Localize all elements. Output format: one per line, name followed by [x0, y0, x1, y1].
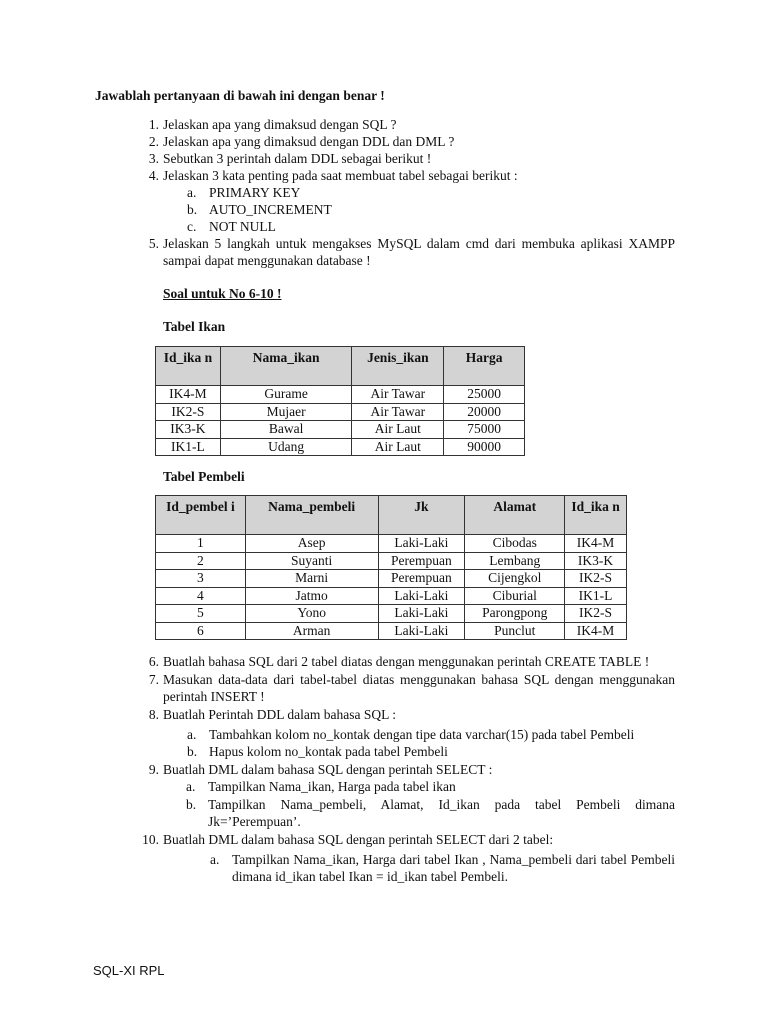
table-cell: IK1-L — [156, 438, 221, 456]
question-10 — [142, 831, 675, 848]
table-row — [156, 570, 627, 588]
table-cell: Laki-Laki — [378, 622, 465, 640]
page-footer: SQL-XI RPL — [93, 963, 165, 978]
table-cell: Perempuan — [378, 552, 465, 570]
table-cell: Cibodas — [465, 535, 565, 553]
question-list-1-4 — [148, 116, 675, 269]
table-cell: IK2-S — [156, 403, 221, 421]
sub-letter: b. — [186, 797, 197, 812]
question-number: 7. — [148, 672, 159, 687]
table-cell: IK4-M — [565, 535, 627, 553]
table-cell: Laki-Laki — [378, 587, 465, 605]
question-text: Masukan data-data dari tabel-tabel diatas menggunakan bahasa SQL dengan menggunakan perintah INSERT ! — [163, 672, 675, 704]
question-text: Buatlah DML dalam bahasa SQL dengan perintah SELECT : — [163, 762, 493, 777]
question-number: 5. — [148, 236, 159, 251]
table-cell: Laki-Laki — [378, 535, 465, 553]
q9-sub-a — [186, 778, 675, 795]
column-header: Nama_pembeli — [245, 496, 378, 535]
table-cell: Parongpong — [465, 605, 565, 623]
table-cell: Asep — [245, 535, 378, 553]
table-cell: IK4-M — [565, 622, 627, 640]
table-cell: Punclut — [465, 622, 565, 640]
table-cell: Ciburial — [465, 587, 565, 605]
question-text: Jelaskan 3 kata penting pada saat membuat tabel sebagai berikut : — [163, 168, 518, 183]
question-number: 1. — [148, 117, 159, 132]
table-cell: Cijengkol — [465, 570, 565, 588]
q8-sub-a — [187, 726, 675, 743]
question-number: 8. — [148, 707, 159, 722]
table-cell: Gurame — [220, 386, 352, 404]
sub-text: Hapus kolom no_kontak pada tabel Pembeli — [209, 744, 448, 759]
sub-letter: a. — [186, 779, 196, 794]
table-cell: Lembang — [465, 552, 565, 570]
column-header: Nama_ikan — [220, 347, 352, 386]
table-row — [156, 535, 627, 553]
sub-text: AUTO_INCREMENT — [209, 202, 332, 217]
table-cell: IK4-M — [156, 386, 221, 404]
tabel-pembeli-label: Tabel Pembeli — [163, 469, 245, 484]
sub-letter: a. — [210, 852, 220, 867]
table-row — [156, 421, 525, 439]
table-row — [156, 386, 525, 404]
table-cell: IK1-L — [565, 587, 627, 605]
question-text: Sebutkan 3 perintah dalam DDL sebagai berikut ! — [163, 151, 432, 166]
sub-text: Tampilkan Nama_ikan, Harga pada tabel ikan — [208, 779, 456, 794]
question-number: 2. — [148, 134, 159, 149]
sub-text: NOT NULL — [209, 219, 276, 234]
sub-text: PRIMARY KEY — [209, 185, 301, 200]
table-cell: Marni — [245, 570, 378, 588]
question-4 — [148, 167, 675, 184]
table-cell: 20000 — [444, 403, 525, 421]
column-header: Harga — [444, 347, 525, 386]
question-list-6-10 — [142, 653, 675, 885]
page-heading: Jawablah pertanyaan di bawah ini dengan benar ! — [95, 88, 385, 103]
table-cell: Suyanti — [245, 552, 378, 570]
question-text: Buatlah DML dalam bahasa SQL dengan perintah SELECT dari 2 tabel: — [163, 832, 554, 847]
question-5 — [148, 235, 675, 269]
table-cell: Air Tawar — [352, 386, 444, 404]
q9-sub-b — [186, 796, 675, 830]
table-cell: 6 — [156, 622, 246, 640]
tabel-pembeli — [155, 495, 627, 640]
question-8 — [148, 706, 675, 723]
column-header: Alamat — [465, 496, 565, 535]
sub-text: Tampilkan Nama_ikan, Harga dari tabel Ikan , Nama_pembeli dari tabel Pembeli dimana id_ikan tabel Ikan = id_ikan tabel Pembeli. — [232, 852, 675, 884]
table-cell: Perempuan — [378, 570, 465, 588]
question-text: Jelaskan 5 langkah untuk mengakses MySQL dalam cmd dari membuka aplikasi XAMPP sampai dapat menggunakan database ! — [163, 236, 675, 268]
question-3 — [148, 150, 675, 167]
table-header-row — [156, 347, 525, 386]
q4-sub-b — [187, 201, 675, 218]
table-row — [156, 438, 525, 456]
table-row — [156, 605, 627, 623]
question-2 — [148, 133, 675, 150]
table-cell: Air Laut — [352, 438, 444, 456]
sub-letter: b. — [187, 744, 198, 759]
table-cell: IK3-K — [565, 552, 627, 570]
table-row — [156, 403, 525, 421]
question-number: 4. — [148, 168, 159, 183]
table-row — [156, 622, 627, 640]
table-cell: 3 — [156, 570, 246, 588]
table-cell: IK3-K — [156, 421, 221, 439]
table-cell: 4 — [156, 587, 246, 605]
column-header: Id_ika n — [565, 496, 627, 535]
sub-letter: c. — [187, 219, 197, 234]
table-row — [156, 587, 627, 605]
question-7 — [148, 671, 675, 705]
table-cell: 5 — [156, 605, 246, 623]
q4-sub-a — [187, 184, 675, 201]
soal-title: Soal untuk No 6-10 ! — [163, 286, 282, 301]
q10-sub-a — [210, 851, 675, 885]
question-number: 9. — [148, 762, 159, 777]
table-cell: IK2-S — [565, 570, 627, 588]
table-cell: 2 — [156, 552, 246, 570]
tabel-ikan-label: Tabel Ikan — [163, 319, 226, 334]
column-header: Jk — [378, 496, 465, 535]
table-cell: IK2-S — [565, 605, 627, 623]
question-6 — [148, 653, 675, 670]
question-number: 3. — [148, 151, 159, 166]
column-header: Id_ika n — [156, 347, 221, 386]
table-cell: 1 — [156, 535, 246, 553]
sub-text: Tampilkan Nama_pembeli, Alamat, Id_ikan pada tabel Pembeli dimana Jk=’Perempuan’. — [208, 797, 675, 829]
tabel-ikan — [155, 346, 525, 456]
table-cell: Jatmo — [245, 587, 378, 605]
q8-sub-b — [187, 743, 675, 760]
question-1 — [148, 116, 675, 133]
sub-letter: b. — [187, 202, 198, 217]
table-row — [156, 552, 627, 570]
sub-letter: a. — [187, 185, 197, 200]
sub-text: Tambahkan kolom no_kontak dengan tipe data varchar(15) pada tabel Pembeli — [209, 727, 635, 742]
table-cell: Yono — [245, 605, 378, 623]
column-header: Id_pembel i — [156, 496, 246, 535]
question-number: 10. — [142, 832, 159, 847]
table-header-row — [156, 496, 627, 535]
table-cell: 75000 — [444, 421, 525, 439]
question-text: Buatlah bahasa SQL dari 2 tabel diatas dengan menggunakan perintah CREATE TABLE ! — [163, 654, 650, 669]
table-cell: 25000 — [444, 386, 525, 404]
table-cell: Air Tawar — [352, 403, 444, 421]
question-text: Jelaskan apa yang dimaksud dengan DDL dan DML ? — [163, 134, 455, 149]
table-cell: Arman — [245, 622, 378, 640]
question-9 — [148, 761, 675, 778]
table-cell: Udang — [220, 438, 352, 456]
sub-letter: a. — [187, 727, 197, 742]
table-cell: Mujaer — [220, 403, 352, 421]
question-text: Buatlah Perintah DDL dalam bahasa SQL : — [163, 707, 396, 722]
table-cell: Bawal — [220, 421, 352, 439]
table-cell: 90000 — [444, 438, 525, 456]
table-cell: Air Laut — [352, 421, 444, 439]
question-text: Jelaskan apa yang dimaksud dengan SQL ? — [163, 117, 397, 132]
q4-sub-c — [187, 218, 675, 235]
question-number: 6. — [148, 654, 159, 669]
table-cell: Laki-Laki — [378, 605, 465, 623]
column-header: Jenis_ikan — [352, 347, 444, 386]
